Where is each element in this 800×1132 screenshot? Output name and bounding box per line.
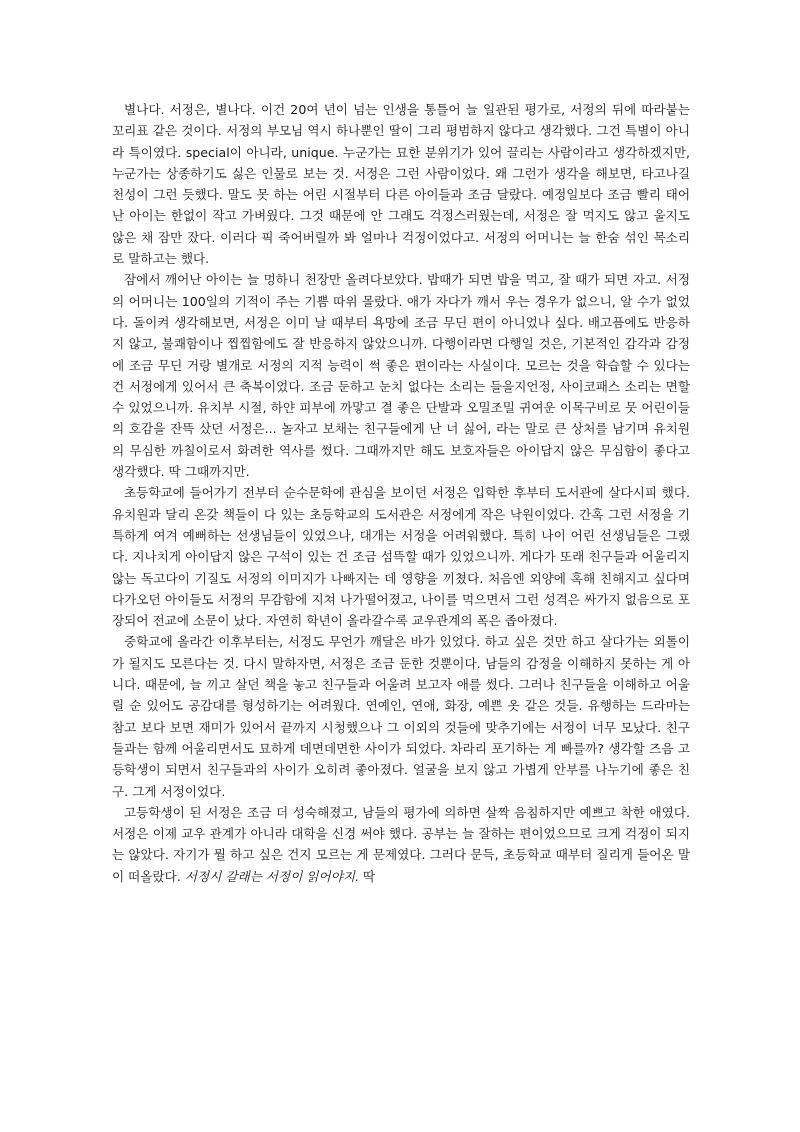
body-text [112,99,690,887]
italic-emphasis: 서정시 갈래는 서정이 읽어야지. [184,868,360,884]
paragraph-5-tail: 딱 [363,868,376,884]
paragraph-4: 중학교에 올라간 이후부터는, 서정도 무언가 깨달은 바가 있었다. 하고 싶은 것만 하고 살다가는 외톨이가 될지도 모른다는 것. 다시 말하자면, 서정은 조금 둔한 것뿐이다. 남들의 감정을 이해하지 못하는 게 아니다. 때문에, 늘 끼고 살던 책을 놓고 친구들과 어울려 보고자 애를 썼다. 그러나 친구들을 이해하고 어울릴 순 있어도 공감대를 형성하기는 어려웠다. 연예인, 연애, 화장, 예쁜 옷 같은 것들. 유행하는 드라마는 참고 보다 보면 재미가 있어서 끝까지 시청했으나 그 이외의 것들에 맞추기에는 서정이 너무 모났다. 친구들과는 함께 어울리면서도 묘하게 데면데면한 사이가 되었다. 차라리 포기하는 게 빠를까? 생각할 즈음 고등학생이 되면서 친구들과의 사이가 오히려 좋아졌다. 얼굴을 보지 않고 가볍게 안부를 나누기에 좋은 친구. 그게 서정이었다. [112,634,690,799]
paragraph-2: 잠에서 깨어난 아이는 늘 멍하니 천장만 올려다보았다. 밥때가 되면 밥을 먹고, 잘 때가 되면 자고. 서정의 어머니는 100일의 기적이 주는 기쁨 따위 몰랐다. 애가 자다가 깨서 우는 경우가 없으니, 알 수가 없었다. 돌이켜 생각해보면, 서정은 이미 날 때부터 욕망에 조금 무딘 편이 아니었나 싶다. 배고픔에도 반응하지 않고, 불쾌함이나 찝찝함에도 잘 반응하지 않았으니까. 다행이라면 다행일 것은, 기본적인 감각과 감정에 조금 무딘 거랑 별개로 서정의 지적 능력이 썩 좋은 편이라는 사실이다. 모르는 것을 학습할 수 있다는 건 서정에게 있어서 큰 축복이었다. 조금 둔하고 눈치 없다는 소리는 들을지언정, 사이코패스 소리는 면할 수 있었으니까. 유치부 시절, 하얀 피부에 까맣고 결 좋은 단발과 오밀조밀 귀여운 이목구비로 뭇 어린이들의 호감을 잔뜩 샀던 서정은... 놀자고 보채는 친구들에게 난 너 싫어, 라는 말로 큰 상처를 남기며 유치원의 무심한 까칠이로서 화려한 역사를 썼다. 그때까지만 해도 보호자들은 아이답지 않은 무심함이 좋다고 생각했다. 딱 그때까지만. [112,272,690,480]
paragraph-5-text: 고등학생이 된 서정은 조금 더 성숙해졌고, 남들의 평가에 의하면 살짝 음침하지만 예쁘고 착한 애였다. 서정은 이제 교우 관계가 아니라 대학을 신경 써야 했다. 공부는 늘 잘하는 편이었으므로 크게 걱정이 되지는 않았다. 자기가 뭘 하고 싶은 건지 모르는 게 문제였다. 그러다 문득, 초등학교 때부터 질리게 들어온 말이 떠올랐다. [112,804,690,884]
paragraph-1: 별나다. 서정은, 별나다. 이건 20여 년이 넘는 인생을 통틀어 늘 일관된 평가로, 서정의 뒤에 따라붙는 꼬리표 같은 것이다. 서정의 부모님 역시 하나뿐인 딸이 그리 평범하지 않다고 생각했다. 그건 특별이 아니라 특이였다. special이 아니라, unique. 누군가는 묘한 분위기가 있어 끌리는 사람이라고 생각하겠지만, 누군가는 상종하기도 싫은 인물로 보는 것. 서정은 그런 사람이었다. 왜 그런가 생각을 해보면, 타고나길 천성이 그런 듯했다. 말도 못 하는 어린 시절부터 다른 아이들과 조금 달랐다. 예정일보다 조금 빨리 태어난 아이는 한없이 작고 가벼웠다. 그것 때문에 안 그래도 걱정스러웠는데, 서정은 잘 먹지도 않고 울지도 않은 채 잠만 잤다. 이러다 픽 죽어버릴까 봐 얼마나 걱정이었다고. 서정의 어머니는 늘 한숨 섞인 목소리로 말하고는 했다. [112,102,690,267]
paragraph-5 [112,802,690,887]
paragraph-3: 초등학교에 들어가기 전부터 순수문학에 관심을 보이던 서정은 입학한 후부터 도서관에 살다시피 했다. 유치원과 달리 온갖 책들이 다 있는 초등학교의 도서관은 서정에게 작은 낙원이었다. 간혹 그런 서정을 기특하게 여겨 예뻐하는 선생님들이 있었으나, 대개는 서정을 어려워했다. 특히 나이 어린 선생님들은 그랬다. 지나치게 아이답지 않은 구석이 있는 건 조금 섬뜩할 때가 있었으니까. 게다가 또래 친구들과 어울리지 않는 독고다이 기질도 서정의 이미지가 나빠지는 데 영향을 끼쳤다. 처음엔 외양에 혹해 친해지고 싶다며 다가오던 아이들도 서정의 무감함에 지쳐 나가떨어졌고, 나이를 먹으면서 그런 성격은 싸가지 없음으로 포장되어 전교에 소문이 났다. 자연히 학년이 올라갈수록 교우관계의 폭은 좁아졌다. [112,485,690,629]
